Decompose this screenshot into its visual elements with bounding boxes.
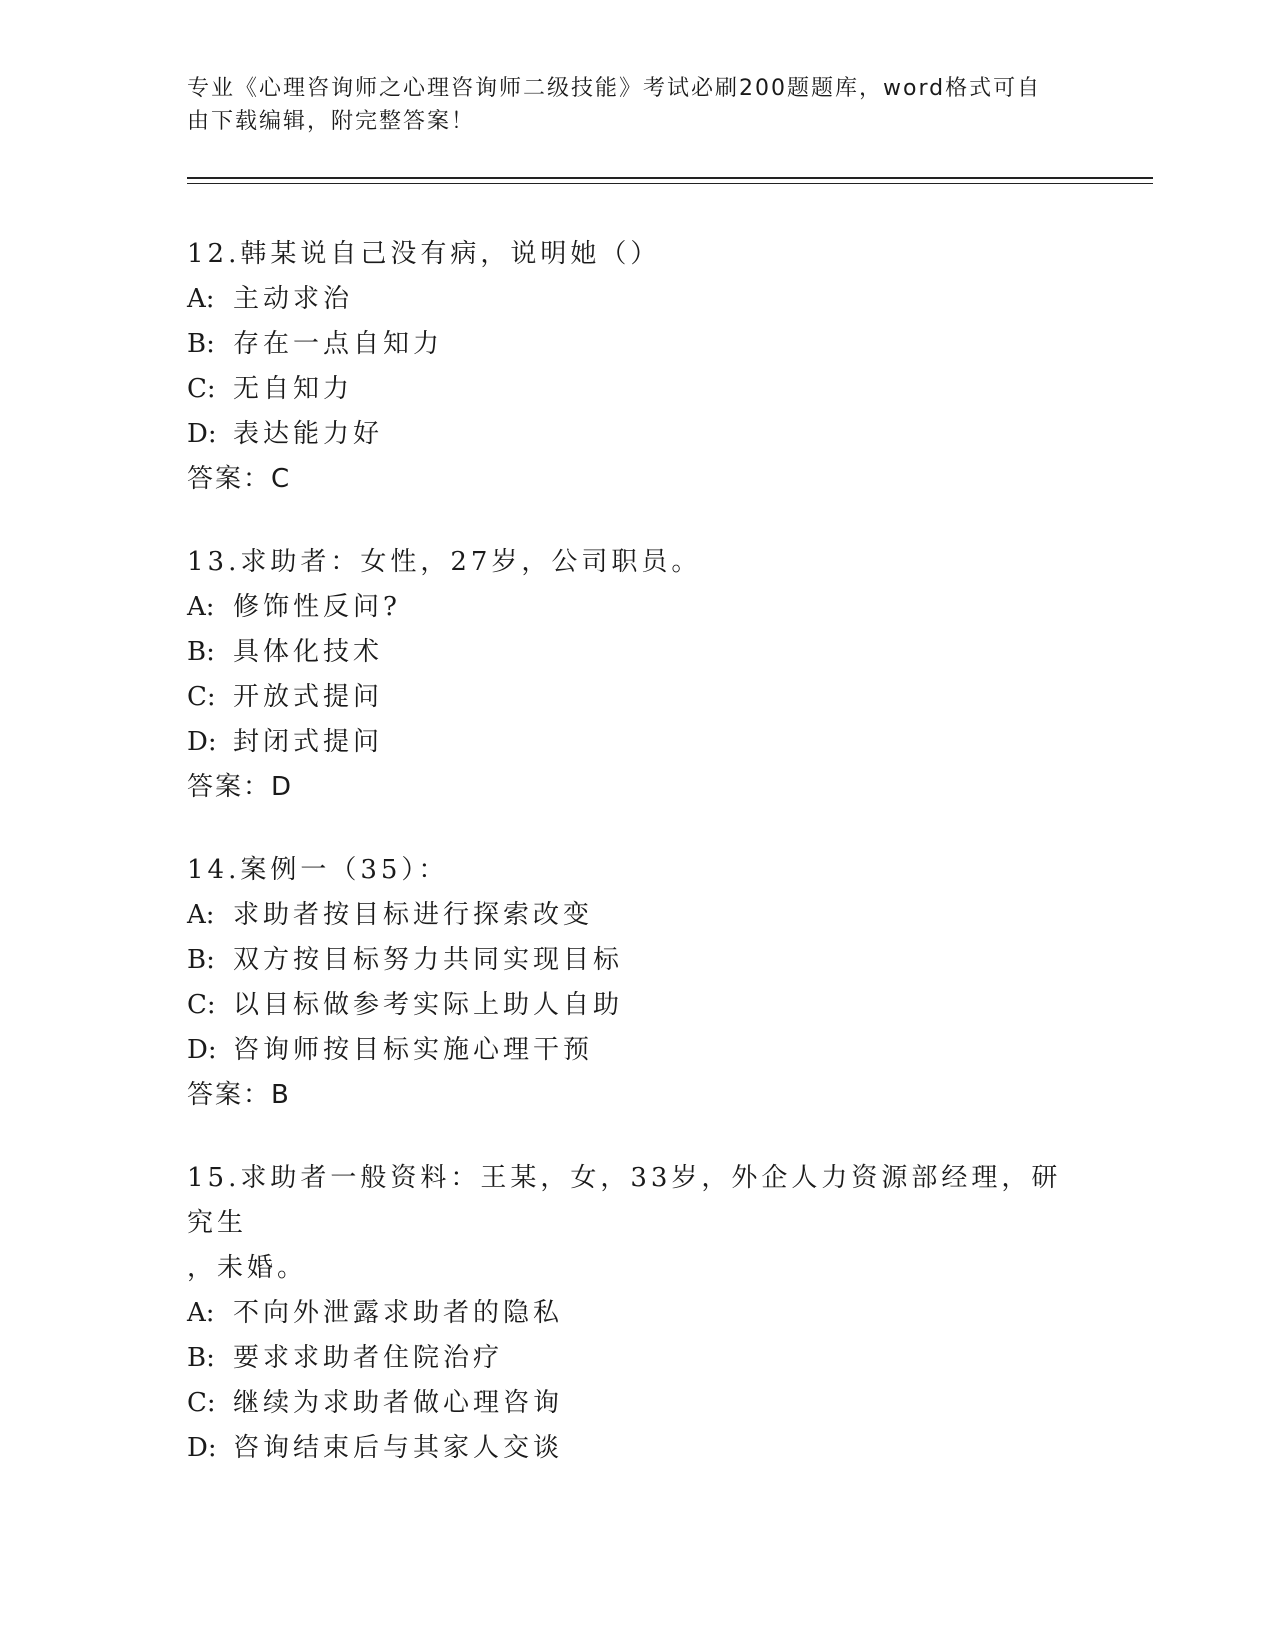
option-b bbox=[187, 630, 1087, 675]
option-letter: C: bbox=[187, 682, 216, 712]
option-text: 求助者按目标进行探索改变 bbox=[233, 900, 594, 930]
option-text: 双方按目标努力共同实现目标 bbox=[233, 945, 624, 975]
option-letter: C: bbox=[187, 374, 216, 404]
question-stem: 15.求助者一般资料：王某，女，33岁，外企人力资源部经理，研究生 bbox=[187, 1163, 1062, 1238]
option-b bbox=[187, 322, 1087, 367]
option-text: 表达能力好 bbox=[233, 419, 384, 449]
option-letter: A: bbox=[187, 592, 215, 622]
question-list bbox=[187, 232, 1087, 1509]
option-c bbox=[187, 367, 1087, 412]
question-14 bbox=[187, 848, 1087, 1118]
option-letter: A: bbox=[187, 900, 215, 930]
question-stem-continuation: ，未婚。 bbox=[187, 1253, 308, 1283]
option-text: 要求求助者住院治疗 bbox=[233, 1343, 504, 1373]
option-letter: A: bbox=[187, 284, 215, 314]
option-letter: D: bbox=[187, 1433, 217, 1463]
option-letter: B: bbox=[187, 329, 215, 359]
option-d bbox=[187, 720, 1087, 765]
header-line-1: 专业《心理咨询师之心理咨询师二级技能》考试必刷200题题库，word格式可自 bbox=[187, 76, 1042, 101]
option-text: 封闭式提问 bbox=[233, 727, 384, 757]
option-text: 开放式提问 bbox=[233, 682, 384, 712]
option-letter: D: bbox=[187, 1035, 217, 1065]
option-letter: D: bbox=[187, 419, 217, 449]
option-b bbox=[187, 1336, 1087, 1381]
option-letter: C: bbox=[187, 990, 216, 1020]
option-b bbox=[187, 938, 1087, 983]
question-12 bbox=[187, 232, 1087, 502]
option-text: 主动求治 bbox=[233, 284, 354, 314]
question-13 bbox=[187, 540, 1087, 810]
option-text: 修饰性反问? bbox=[233, 592, 401, 622]
option-text: 咨询师按目标实施心理干预 bbox=[233, 1035, 594, 1065]
option-letter: B: bbox=[187, 637, 215, 667]
option-letter: C: bbox=[187, 1388, 216, 1418]
option-letter: B: bbox=[187, 1343, 215, 1373]
option-a bbox=[187, 277, 1087, 322]
header-divider-thick bbox=[187, 177, 1153, 179]
option-a bbox=[187, 585, 1087, 630]
option-d bbox=[187, 1028, 1087, 1073]
question-stem: 13.求助者：女性，27岁，公司职员。 bbox=[187, 547, 702, 577]
answer-line: 答案：C bbox=[187, 464, 292, 494]
option-c bbox=[187, 983, 1087, 1028]
option-d bbox=[187, 412, 1087, 457]
answer-line: 答案：D bbox=[187, 772, 294, 802]
option-c bbox=[187, 1381, 1087, 1426]
option-text: 存在一点自知力 bbox=[233, 329, 444, 359]
answer-line: 答案：B bbox=[187, 1080, 291, 1110]
option-letter: D: bbox=[187, 727, 217, 757]
question-15 bbox=[187, 1156, 1087, 1471]
option-text: 咨询结束后与其家人交谈 bbox=[233, 1433, 564, 1463]
option-text: 不向外泄露求助者的隐私 bbox=[233, 1298, 564, 1328]
option-c bbox=[187, 675, 1087, 720]
option-text: 继续为求助者做心理咨询 bbox=[233, 1388, 564, 1418]
option-text: 具体化技术 bbox=[233, 637, 384, 667]
header-line-2: 由下载编辑，附完整答案！ bbox=[187, 109, 476, 134]
option-text: 无自知力 bbox=[233, 374, 354, 404]
option-letter: A: bbox=[187, 1298, 215, 1328]
question-stem: 12.韩某说自己没有病，说明她（） bbox=[187, 239, 661, 269]
option-a bbox=[187, 893, 1087, 938]
option-letter: B: bbox=[187, 945, 215, 975]
option-d bbox=[187, 1426, 1087, 1471]
question-stem: 14.案例一（35）： bbox=[187, 855, 449, 885]
option-a bbox=[187, 1291, 1087, 1336]
header-divider-thin bbox=[187, 183, 1153, 184]
document-header bbox=[187, 72, 1087, 138]
option-text: 以目标做参考实际上助人自助 bbox=[233, 990, 624, 1020]
